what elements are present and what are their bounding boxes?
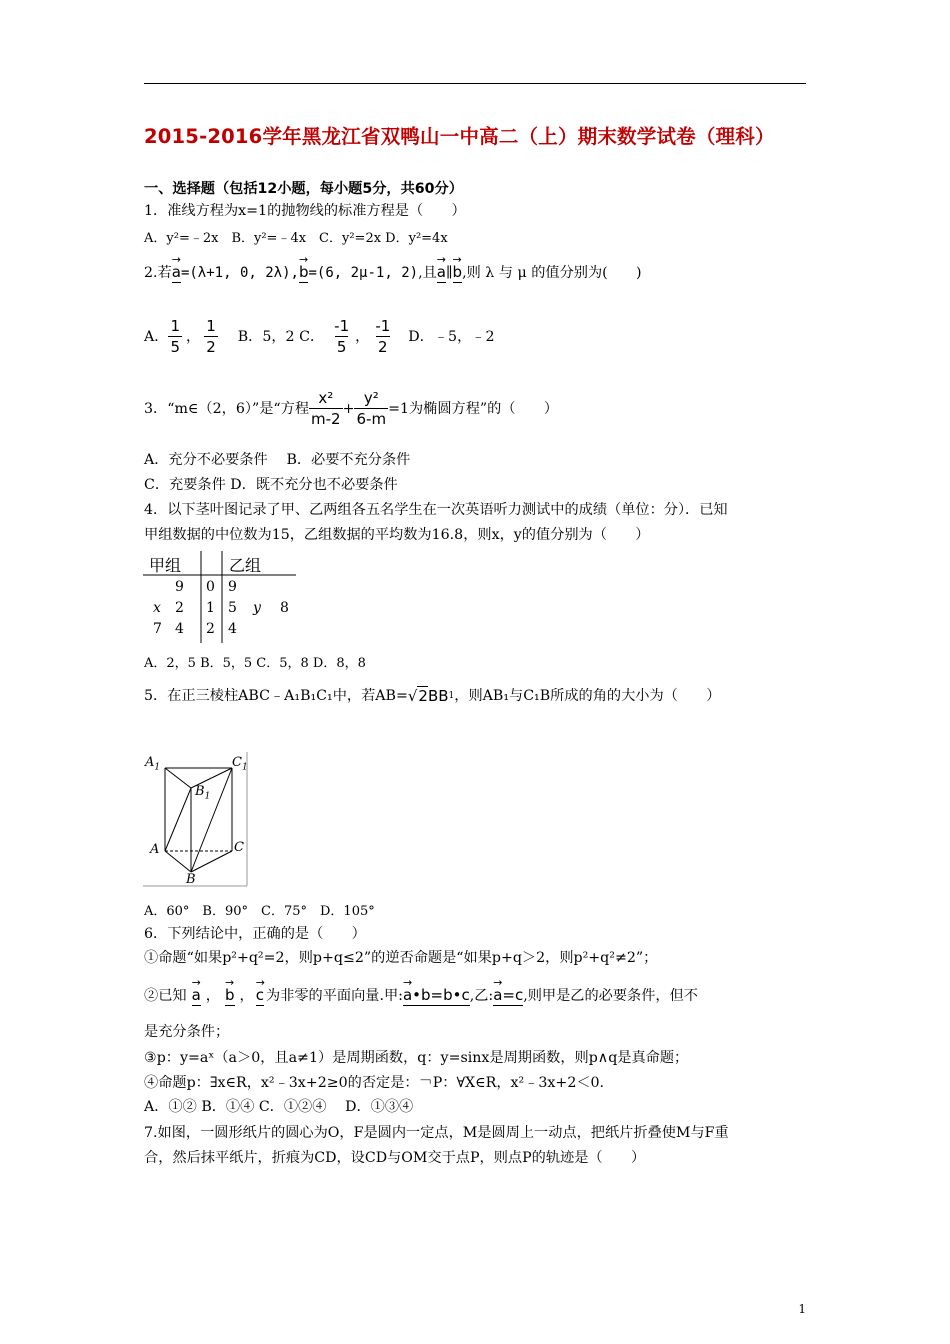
q7-line2: 合，然后抹平纸片，折痕为CD，设CD与OM交于点P，则点P的轨迹是（ ） [144,1150,646,1166]
q2-prefix: 2.若 [144,264,172,281]
q1-stem: 1．准线方程为x=1的抛物线的标准方程是（ ） [144,203,466,219]
q6-statement-4: ④命题p：∃x∈R，x²﹣3x+2≥0的否定是：￢P：∀X∈R，x²﹣3x+2＜0. [144,1075,605,1091]
leaf: 9 [175,579,184,595]
plus-sign: + [342,400,355,417]
group-a-header: 甲组 [149,556,182,575]
label-c: C [234,840,244,855]
fraction: $\frac{-1}{2}$ [375,317,391,356]
vector-a: → a [192,985,201,1006]
q6-stem: 6．下列结论中，正确的是（ ） [144,926,366,942]
condition-jia: → a•b=b•c [403,985,470,1006]
q2-option-a: A． [144,328,169,345]
page-number: 1 [798,1302,806,1316]
bb-text: BB [427,687,449,705]
stem: 0 [206,579,215,595]
q2-stem [144,262,642,283]
leaf: 8 [280,600,289,616]
q2-option-d: D．﹣5，﹣2 [408,328,495,345]
leaf: 5 [228,600,237,616]
s2-mid: 为非零的平面向量.甲: [265,987,403,1004]
leaf-y: y [253,600,261,616]
q4-line1: 4．以下茎叶图记录了甲、乙两组各五名学生在一次英语听力测试中的成绩（单位：分）．已知 [144,502,728,518]
q5-prefix: 5．在正三棱柱ABC﹣A₁B₁C₁中，若AB= [144,688,408,704]
page-title: 2015-2016学年黑龙江省双鸭山一中高二（上）期末数学试卷（理科） [144,125,775,148]
vector-b: → b [299,262,309,283]
section-heading: 一、选择题（包括12小题，每小题5分，共60分） [144,181,463,197]
condition-yi: → a=c [493,985,523,1006]
vector-a-value: =(λ+1, 0, 2λ), [180,264,299,281]
fraction: $\frac{-1}{5}$ [334,317,350,356]
vector-c: → c [256,985,264,1006]
parallel-symbol: ∥ [445,264,453,281]
q6-statement-3: ③p：y=aˣ（a＞0，且a≠1）是周期函数，q：y=sinx是周期函数，则p∧q是真命题； [144,1050,689,1066]
q6-statement-2: ②已知 → a ， → b ， → c 为非零的平面向量.甲: → a•b=b•c ,乙: → a=c ,则甲是乙的必要条件，但不 [144,985,698,1006]
leaf-x: x [153,600,161,616]
s2-prefix: ②已知 [144,987,187,1004]
prism-figure [143,752,248,888]
q2-option-b-c: B．5，2 C． [237,328,325,345]
leaf: 7 [153,621,162,637]
q5-suffix: ，则AB₁与C₁B所成的角的大小为（ ） [454,688,721,704]
stem: 2 [206,621,215,637]
label-b1: $B_1$ [195,784,211,802]
leaf: 4 [228,621,237,637]
leaf: 9 [228,579,237,595]
q6-statement-1: ①命题“如果p²+q²=2，则p+q≤2”的逆否命题是“如果p+q＞2，则p²+q²≠2”； [144,950,658,966]
vector-b: → b [225,985,235,1006]
q4-options: A．2，5 B．5，5 C．5，8 D．8，8 [144,656,366,671]
q7-line1: 7.如图，一圆形纸片的圆心为O，F是圆内一定点，M是圆周上一动点，把纸片折叠使M与F重 [144,1125,729,1141]
label-a1: $A_1$ [145,755,161,773]
q3-suffix: =1为椭圆方程”的（ ） [388,400,559,417]
leaf: 4 [175,621,184,637]
parallel-b: → b [453,262,463,283]
q3-options-2: C．充要条件 D．既不充分也不必要条件 [144,477,398,493]
q4-line2: 甲组数据的中位数为15，乙组数据的平均数为16.8，则x，y的值分别为（ ） [144,527,650,543]
label-c1: $C_1$ [232,755,248,773]
s2-suffix: ,则甲是乙的必要条件，但不 [523,987,698,1004]
fraction: $\frac{\text{y²}}{6-m}$ [356,389,387,428]
q2-suffix: ,则 λ 与 μ 的值分别为( ) [462,264,642,281]
s2-mid2: ,乙: [469,987,494,1004]
header-rule [144,83,806,84]
q5-options: A．60° B．90° C．75° D．105° [144,904,375,919]
q3-stem [144,388,558,429]
fraction: $\frac{1}{5}$ [170,317,180,356]
q5-stem [144,686,720,706]
q2-options: A． $\frac{1}{5}$ ， $\frac{1}{2}$ B．5，2 C． $\frac{-1}{5}$ ， $\frac{-1}{2}$ D．﹣5，﹣2 [144,317,495,356]
stem-leaf-plot [143,551,296,643]
q6-statement-2-cont: 是充分条件； [144,1024,230,1040]
q1-options: A．y²=﹣2x B．y²=﹣4x C．y²=2x D．y²=4x [144,231,448,246]
vector-b-value: =(6, 2μ-1, 2) [308,264,419,281]
stem: 1 [206,600,215,616]
fraction: $\frac{1}{2}$ [206,317,216,356]
parallel-a: → a [437,262,446,283]
sqrt-expression: √2 [407,687,428,705]
fraction: $\frac{\text{x²}}{m-2}$ [311,389,341,428]
q2-mid: ,且 [418,264,437,281]
label-a: A [150,842,160,857]
subscript: 1 [448,691,455,701]
q6-options: A．①② B．①④ C．①②④ D．①③④ [144,1099,414,1115]
group-b-header: 乙组 [229,556,262,575]
q3-prefix: 3．“m∈（2，6）”是“方程 [144,400,310,417]
q3-options-1: A．充分不必要条件 B．必要不充分条件 [144,452,411,468]
label-b: B [186,872,196,887]
vector-a: → a [172,262,181,283]
leaf: 2 [175,600,184,616]
